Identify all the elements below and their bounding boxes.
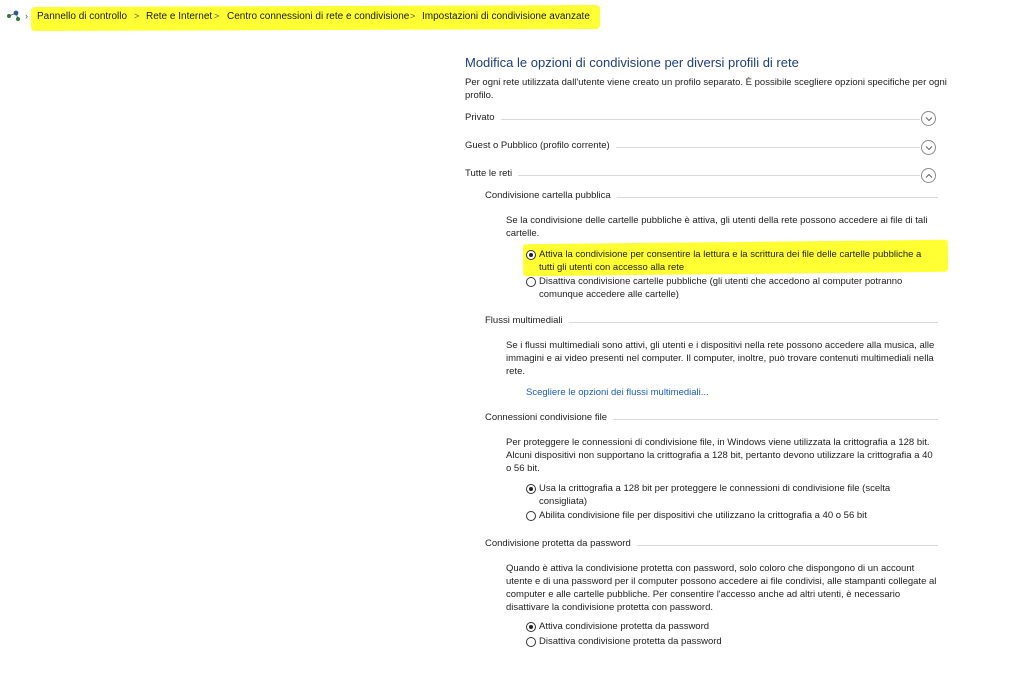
breadcrumb-item-network-internet[interactable]: Rete e Internet <box>146 11 213 22</box>
password-on-label[interactable]: Attiva condivisione protetta da password <box>539 621 710 632</box>
public-folder-on-label[interactable]: Attiva la condivisione per consentire la lettura e la scrittura dei file delle cartelle pubbliche a tutti gli utenti con accesso alla rete <box>539 249 922 273</box>
breadcrumb-separator: > <box>214 11 220 21</box>
chevron-down-icon <box>925 144 933 152</box>
network-icon <box>6 10 22 22</box>
chevron-up-icon <box>925 172 933 180</box>
public-folder-off-radio[interactable] <box>526 277 536 287</box>
collapse-all-button[interactable] <box>921 168 936 183</box>
section-password-text: Quando è attiva la condivisione protetta con password, solo coloro che dispongono di un account utente e di una password per il computer possono accedere ai file condivisi, alle stampanti collegate al computer e alle cartelle pubbliche. Per consentire l'accesso anche ad altri utenti, è necessario disattivare la condivisione protetta con password. <box>506 563 937 613</box>
public-folder-on-radio[interactable] <box>526 250 536 260</box>
media-options-link[interactable]: Scegliere le opzioni dei flussi multimediali... <box>526 387 709 398</box>
page-title: Modifica le opzioni di condivisione per diversi profili di rete <box>465 55 799 70</box>
breadcrumb-item-control-panel[interactable]: Pannello di controllo <box>37 11 128 22</box>
section-public-folder-text: Se la condivisione delle cartelle pubbliche è attiva, gli utenti della rete possono accedere ai file di tali cartelle. <box>506 215 928 239</box>
chevron-down-icon <box>925 115 933 123</box>
section-media-heading: Flussi multimediali <box>485 315 569 326</box>
divider <box>465 175 920 176</box>
public-folder-off-label[interactable]: Disattiva condivisione cartelle pubbliche (gli utenti che accedono al computer potranno comunque accedere alle cartelle) <box>539 276 903 300</box>
password-off-label[interactable]: Disattiva condivisione protetta da password <box>539 636 722 647</box>
encryption-40-56-radio[interactable] <box>526 511 536 521</box>
breadcrumb-item-network-center[interactable]: Centro connessioni di rete e condivisione <box>227 11 410 22</box>
section-file-sharing-heading: Connessioni condivisione file <box>485 412 613 423</box>
page-description: Per ogni rete utilizzata dall'utente viene creato un profilo separato. È possibile scegliere opzioni specifiche per ogni profilo. <box>465 77 947 101</box>
expand-private-button[interactable] <box>921 111 936 126</box>
encryption-128-label[interactable]: Usa la crittografia a 128 bit per proteggere le connessioni di condivisione file (scelta consigliata) <box>539 483 891 507</box>
encryption-128-radio[interactable] <box>526 484 536 494</box>
section-password-heading: Condivisione protetta da password <box>485 538 637 549</box>
breadcrumb-item-advanced-sharing[interactable]: Impostazioni di condivisione avanzate <box>422 11 590 22</box>
profile-all-label[interactable]: Tutte le reti <box>465 168 518 179</box>
password-on-radio[interactable] <box>526 622 536 632</box>
profile-private-label[interactable]: Privato <box>465 112 501 123</box>
section-public-folder-heading: Condivisione cartella pubblica <box>485 190 617 201</box>
chevron-right-icon: › <box>25 11 28 21</box>
section-file-sharing-text: Per proteggere le connessioni di condivisione file, in Windows viene utilizzata la crittografia a 128 bit. Alcuni dispositivi non supportano la crittografia a 128 bit, pertanto devono utilizzare la crittografia a 40 o 56 bit. <box>506 437 933 474</box>
section-media-text: Se i flussi multimediali sono attivi, gli utenti e i dispositivi nella rete possono accedere alla musica, alle immagini e ai video presenti nel computer. Il computer, inoltre, può trovare contenuti multimediali nella rete. <box>506 340 935 377</box>
expand-guest-button[interactable] <box>921 140 936 155</box>
breadcrumb-separator: > <box>410 11 416 21</box>
encryption-40-56-label[interactable]: Abilita condivisione file per dispositivi che utilizzano la crittografia a 40 o 56 bit <box>539 510 867 521</box>
password-off-radio[interactable] <box>526 637 536 647</box>
divider <box>465 119 920 120</box>
profile-guest-label[interactable]: Guest o Pubblico (profilo corrente) <box>465 140 616 151</box>
breadcrumb <box>0 0 1024 34</box>
breadcrumb-separator: > <box>134 11 140 21</box>
